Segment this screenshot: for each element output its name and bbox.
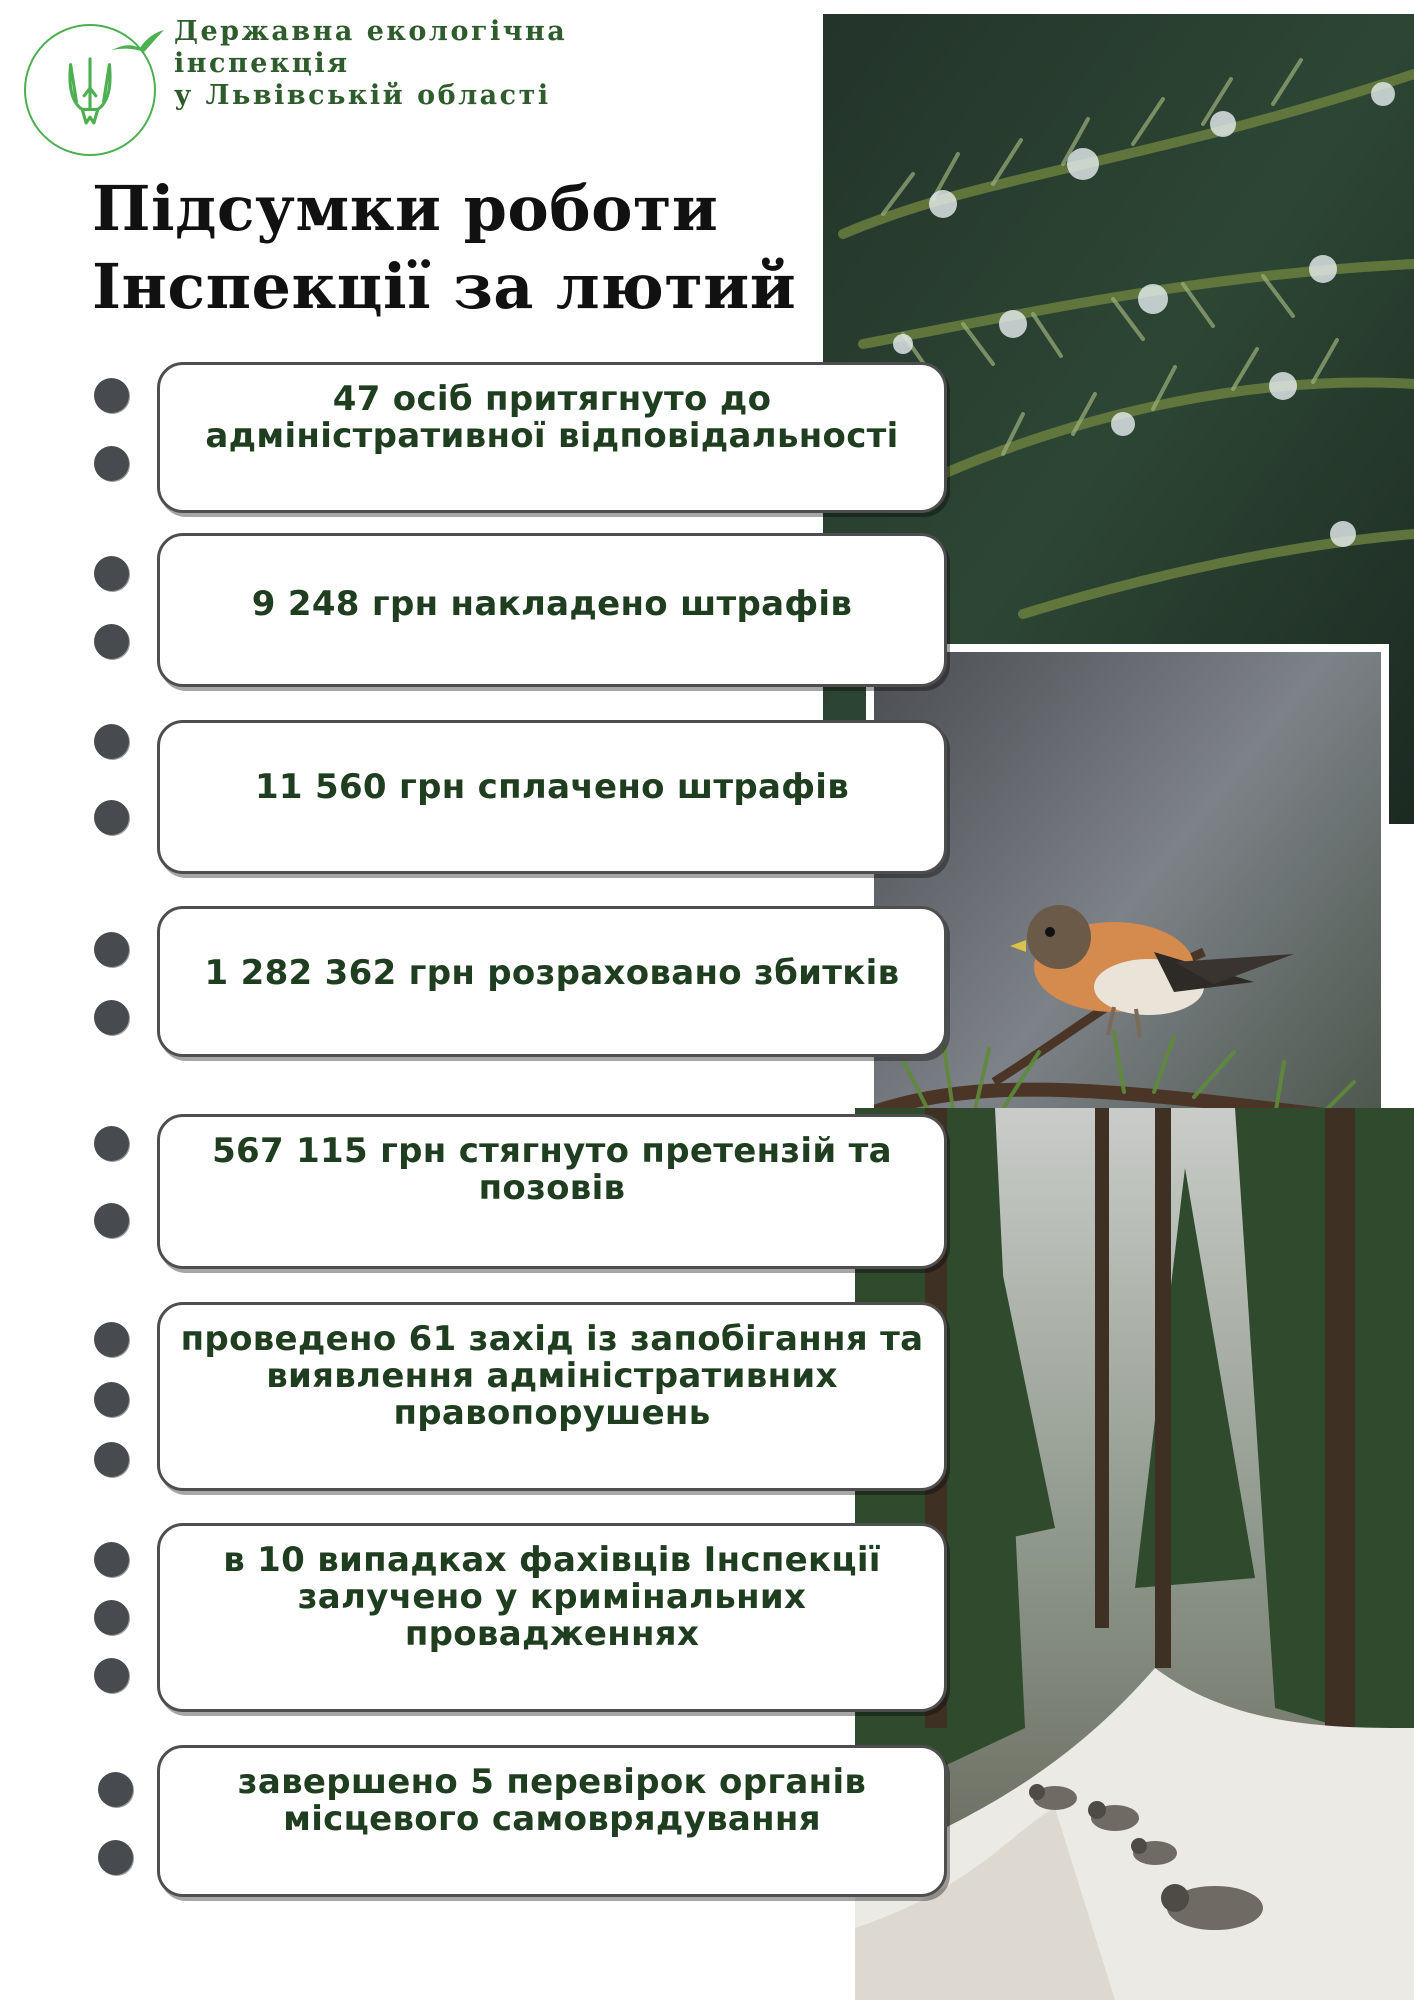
bullet-dot xyxy=(94,1542,129,1577)
bullet-dot xyxy=(94,556,129,591)
stat-card xyxy=(157,1302,947,1491)
stat-text: 11 560 грн сплачено штрафів xyxy=(254,767,850,807)
stat-text: 47 осіб притягнуто до адміністративної відповідальності xyxy=(205,379,899,456)
bullet-dot xyxy=(94,446,129,481)
page-title-line: Підсумки роботи xyxy=(92,172,719,245)
bullet-dot xyxy=(94,800,129,835)
page-title xyxy=(92,170,796,326)
org-name-line: Державна екологічна xyxy=(174,16,568,47)
bullet-dot xyxy=(94,1442,129,1477)
stat-card xyxy=(157,1523,947,1712)
stat-text: завершено 5 перевірок органів місцевого самоврядування xyxy=(237,1762,867,1839)
bullet-dot xyxy=(94,378,129,413)
bullet-dot xyxy=(98,1772,133,1807)
stat-card xyxy=(157,533,947,687)
stat-text: 567 115 грн стягнуто претензій та позовів xyxy=(212,1131,892,1208)
bullet-dot xyxy=(94,1382,129,1417)
bullet-dot xyxy=(94,1322,129,1357)
page-title-line: Інспекції за лютий xyxy=(92,250,797,323)
bullet-dot xyxy=(94,1203,129,1238)
bullet-dot xyxy=(94,932,129,967)
bullet-dot xyxy=(98,1840,133,1875)
bullet-dot xyxy=(94,1658,129,1693)
stat-text: 9 248 грн накладено штрафів xyxy=(251,584,853,624)
bullet-dot xyxy=(94,1600,129,1635)
stat-card xyxy=(157,720,947,874)
org-name-line: інспекція xyxy=(174,48,350,79)
stat-card xyxy=(157,362,947,513)
stat-text: 1 282 362 грн розраховано збитків xyxy=(204,953,900,993)
flying-bird-icon xyxy=(110,26,166,58)
org-name-line: у Львівській області xyxy=(174,80,551,111)
bullet-dot xyxy=(94,1126,129,1161)
bullet-dot xyxy=(94,724,129,759)
stat-card xyxy=(157,1745,947,1897)
stat-text: в 10 випадках фахівців Інспекції залучено у кримінальних провадженнях xyxy=(223,1540,881,1654)
bullet-dot xyxy=(94,624,129,659)
org-name xyxy=(174,16,567,112)
stat-card xyxy=(157,906,947,1057)
stat-card xyxy=(157,1114,947,1269)
bullet-dot xyxy=(94,1000,129,1035)
stat-text: проведено 61 захід із запобігання та виявлення адміністративних правопорушень xyxy=(180,1319,924,1433)
